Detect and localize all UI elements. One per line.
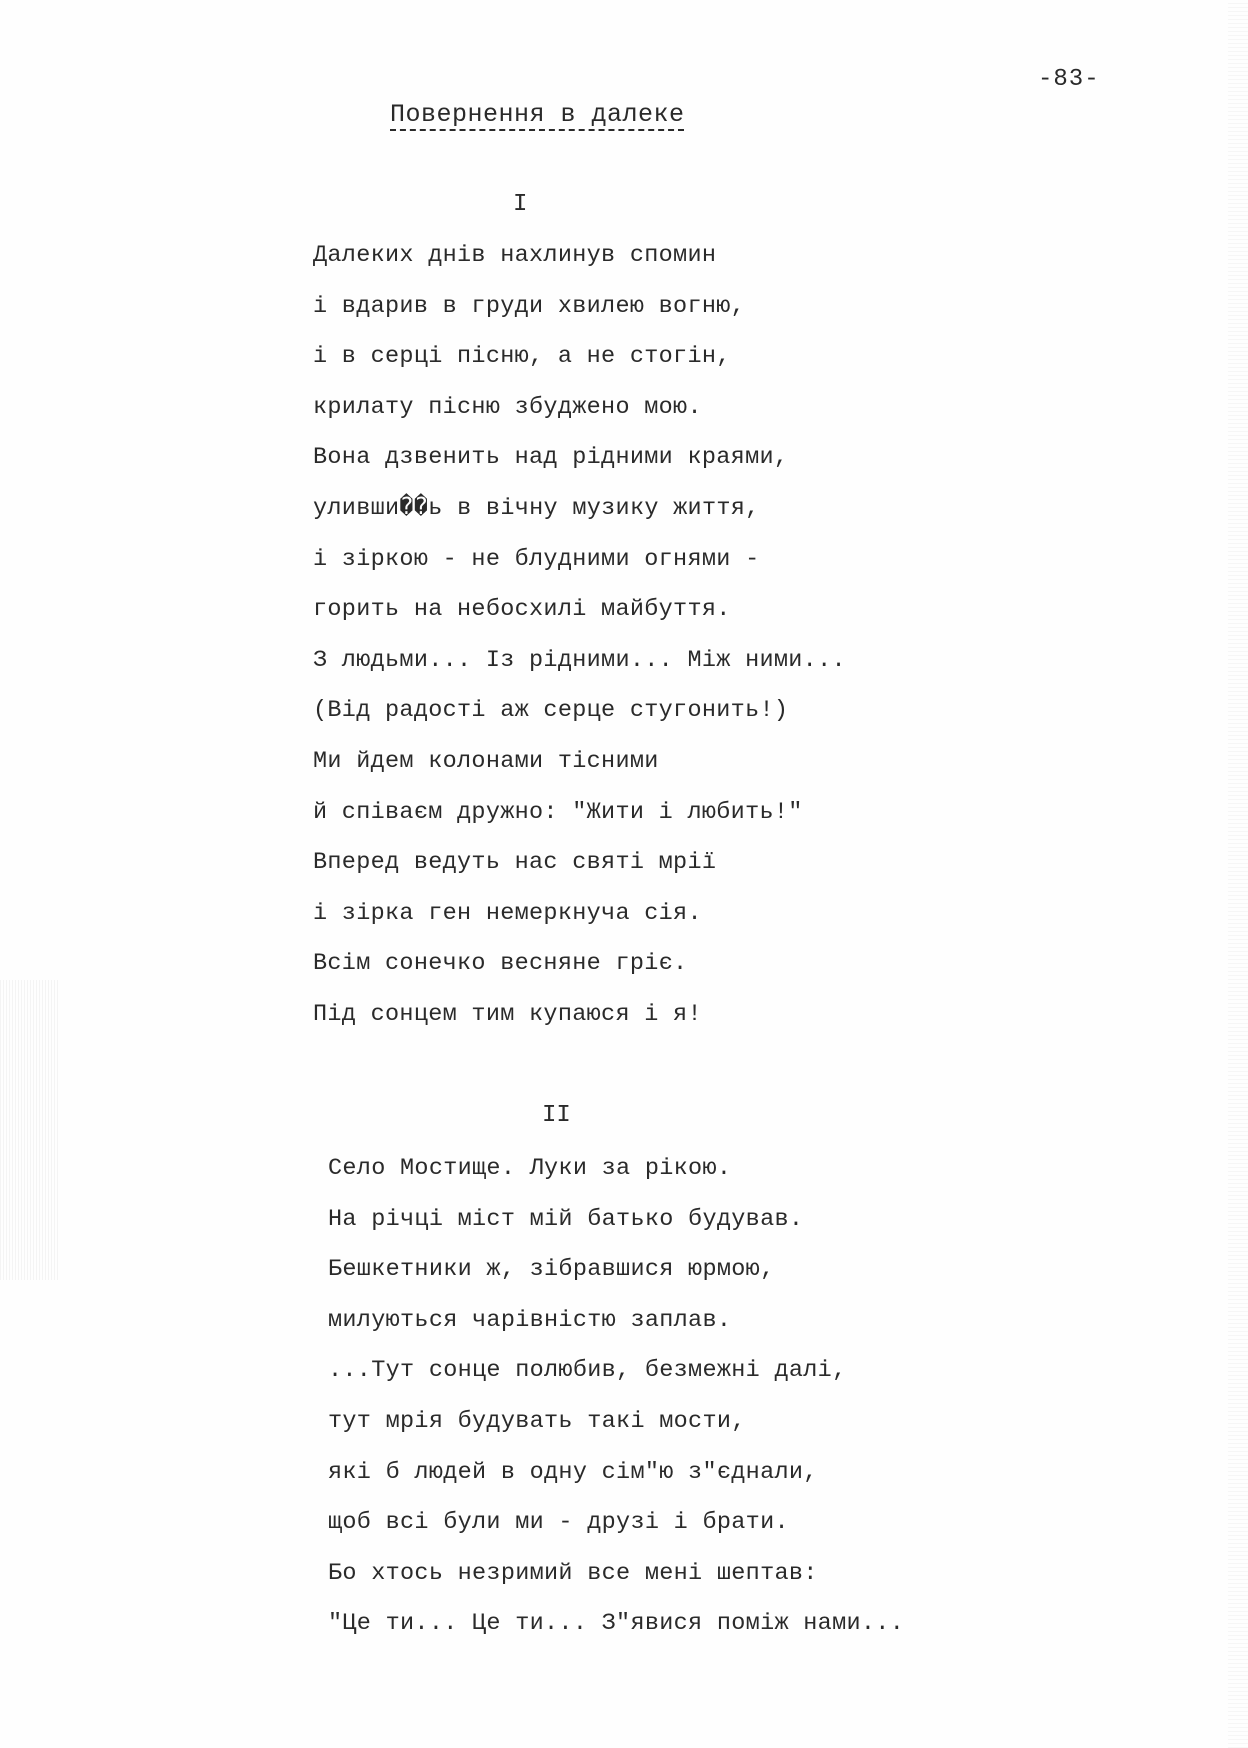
poem-line: горить на небосхилі майбуття. bbox=[313, 596, 731, 624]
poem-line: і зірка ген немеркнуча сія. bbox=[313, 899, 702, 927]
poem-line: Під сонцем тим купаюся і я! bbox=[313, 1000, 702, 1028]
poem-line: крилату пісню збуджено мою. bbox=[313, 393, 702, 421]
section-number-2: II bbox=[542, 1102, 571, 1129]
poem-line: (Від радості аж серце стугонить!) bbox=[313, 697, 789, 725]
poem-line: щоб всі були ми - друзі і брати. bbox=[328, 1509, 789, 1537]
poem-line: З людьми... Із рідними... Між ними... bbox=[313, 646, 846, 674]
section-1-lines bbox=[313, 231, 846, 1041]
poem-line: які б людей в одну сім"ю з"єднали, bbox=[328, 1458, 818, 1486]
poem-line: і зіркою - не блудними огнями - bbox=[313, 545, 760, 573]
poem-line: Бешкетники ж, зібравшися юрмою, bbox=[328, 1256, 775, 1284]
poem-line: Всім сонечко весняне гріє. bbox=[313, 950, 688, 978]
poem-line: й співаєм дружно: "Жити і любить!" bbox=[313, 798, 803, 826]
poem-line: уливши��ь в вічну музику життя, bbox=[313, 494, 760, 522]
poem-title: Повернення в далеке bbox=[390, 100, 685, 129]
poem-line: милуються чарівністю заплав. bbox=[328, 1306, 732, 1334]
poem-line: Ми йдем колонами тісними bbox=[313, 747, 659, 775]
section-2-lines bbox=[328, 1144, 904, 1650]
poem-line: Вона дзвенить над рідними краями, bbox=[313, 444, 789, 472]
poem-line: і в серці пісню, а не стогін, bbox=[313, 343, 731, 371]
poem-line: Вперед ведуть нас святі мрії bbox=[313, 849, 717, 877]
poem-line: Село Мостище. Луки за рікою. bbox=[328, 1155, 732, 1182]
poem-line: Бо хтось незримий все мені шептав: bbox=[328, 1559, 818, 1587]
poem-line: На річці міст мій батько будував. bbox=[328, 1205, 804, 1233]
scan-artifact-right bbox=[1228, 0, 1248, 1748]
poem-line: Далеких днів нахлинув спомин bbox=[313, 242, 717, 269]
section-number-1: I bbox=[513, 191, 528, 218]
poem-line: ...Тут сонце полюбив, безмежні далі, bbox=[328, 1357, 847, 1385]
poem-line: і вдарив в груди хвилею вогню, bbox=[313, 292, 746, 320]
scan-artifact-left bbox=[0, 980, 60, 1280]
poem-line: "Це ти... Це ти... З"явися поміж нами... bbox=[328, 1610, 905, 1638]
page-number: -83- bbox=[1038, 66, 1100, 93]
poem-line: тут мрія будувать такі мости, bbox=[328, 1407, 746, 1435]
